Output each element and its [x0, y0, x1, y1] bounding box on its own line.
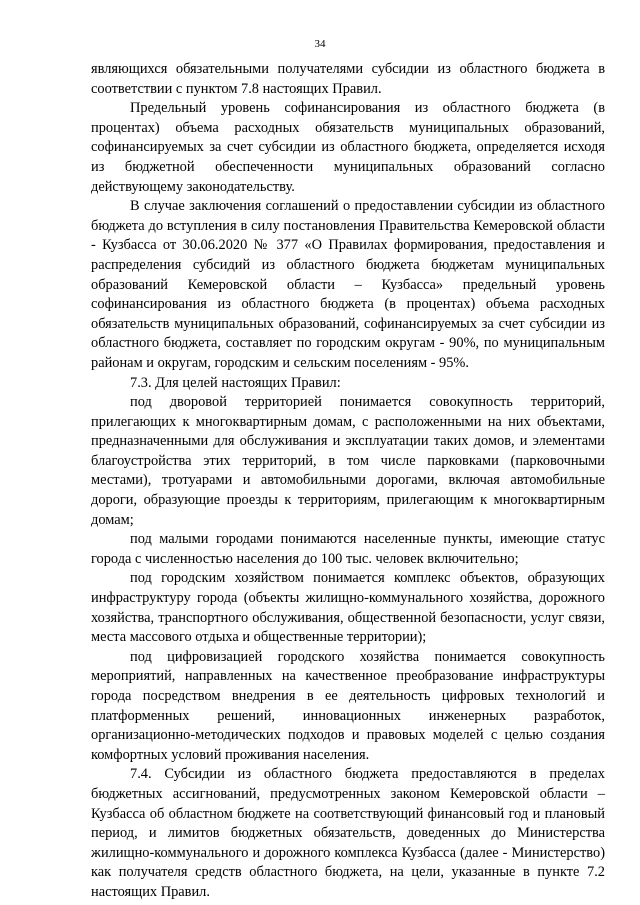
paragraph-urban-economy-definition: под городским хозяйством понимается комплекс объектов, образующих инфраструктуру города (объекты жилищно-коммунального хозяйства, дорожного хозяйства, транспортного обслуживания, общественной безопасности, услуг связи, места массового отдыха и общественные территории); [91, 570, 605, 646]
paragraph-small-towns-definition: под малыми городами понимаются населенные пункты, имеющие статус города с численностью населения до 100 тыс. человек включительно; [91, 531, 605, 567]
document-body [91, 60, 605, 903]
paragraph-cofinancing-level: Предельный уровень софинансирования из областного бюджета (в процентах) объема расходных обязательств муниципальных образований, софинансируемых за счет субсидии из областного бюджета, определяется исходя из бюджетной обеспеченности муниципальных образований согласно действующему законодательству. [91, 100, 605, 195]
paragraph-digitalization-definition: под цифровизацией городского хозяйства понимается совокупность мероприятий, направленных на качественное преобразование инфраструктуры города посредством внедрения в ее деятельность цифровых технологий и платформенных решений, инновационных инженерных разработок, организационно-методических подходов и правовых моделей с целью создания комфортных условий проживания населения. [91, 648, 605, 763]
page-number: 34 [314, 38, 326, 50]
paragraph-courtyard-definition: под дворовой территорией понимается совокупность территорий, прилегающих к многоквартирным домам, с расположенными на них объектами, предназначенными для обслуживания и эксплуатации таких домов, и элементами благоустройства этих территорий, в том числе парковками (парковочными местами), тротуарами и автомобильными дорогами, включая автомобильные дороги, образующие проезды к территориям, прилегающим к многоквартирным домам; [91, 394, 605, 528]
paragraph-continuation: являющихся обязательными получателями субсидии из областного бюджета в соответствии с пунктом 7.8 настоящих Правил. [91, 61, 605, 97]
paragraph-section-7-3: 7.3. Для целей настоящих Правил: [130, 374, 341, 391]
paragraph-section-7-4: 7.4. Субсидии из областного бюджета предоставляются в пределах бюджетных ассигнований, предусмотренных законом Кемеровской области – Кузбасса об областном бюджете на соответствующий финансовый год и плановый период, и лимитов бюджетных обязательств, доведенных до Министерства жилищно-коммунального и дорожного комплекса Кузбасса (далее - Министерство) как получателя средств областного бюджета, на цели, указанные в пункте 7.2 настоящих Правил. [91, 766, 605, 900]
paragraph-agreements-before-resolution: В случае заключения соглашений о предоставлении субсидии из областного бюджета до вступления в силу постановления Правительства Кемеровской области - Кузбасса от 30.06.2020 № 377 «О Правилах формирования, предоставления и распределения субсидий из областного бюджета бюджетам муниципальных образований Кемеровской области – Кузбасса» предельный уровень софинансирования из областного бюджета (в процентах) объема расходных обязательств муниципальных образований, софинансируемых за счет субсидии из областного бюджета, составляет по городским округам - 90%, по муниципальным районам и округам, городским и сельским поселениям - 95%. [91, 198, 605, 371]
